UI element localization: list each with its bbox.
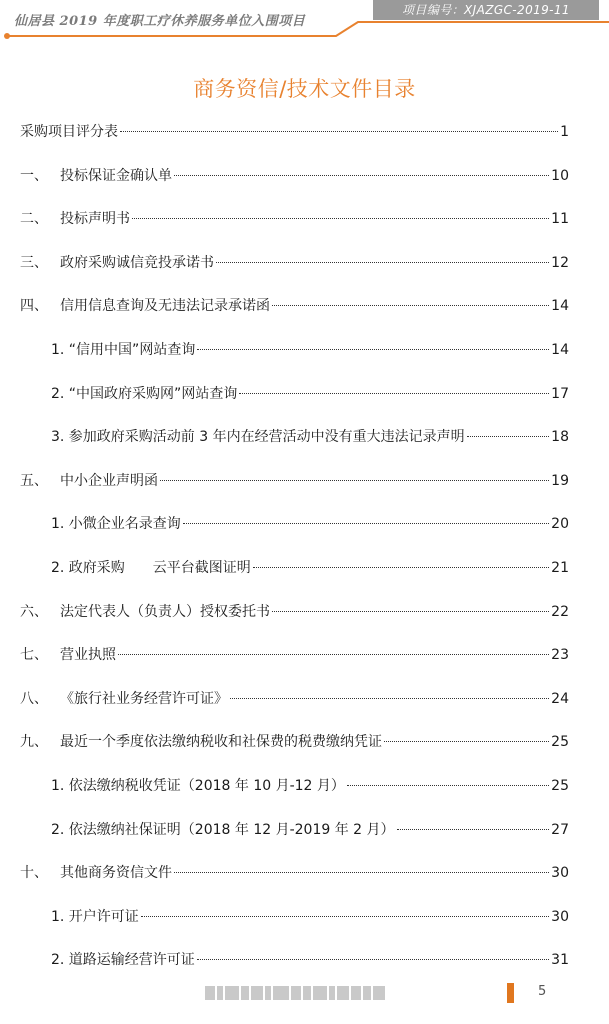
toc-dot-leader — [197, 349, 549, 350]
toc-entry-label: 最近一个季度依法缴纳税收和社保费的税费缴纳凭证 — [60, 734, 382, 751]
toc-entry-page: 27 — [551, 821, 569, 838]
toc-entry[interactable] — [51, 427, 569, 447]
toc-entry-page: 20 — [551, 516, 569, 533]
toc-entry-page: 11 — [551, 211, 569, 228]
toc-dot-leader — [174, 872, 549, 873]
page-number: 5 — [538, 984, 547, 999]
toc-entry-page: 10 — [551, 167, 569, 184]
toc-entry-page: 14 — [551, 342, 569, 358]
toc-entry[interactable] — [20, 253, 569, 273]
toc-entry-page: 21 — [551, 560, 569, 576]
toc-entry[interactable] — [51, 776, 569, 796]
toc-entry[interactable] — [51, 514, 569, 534]
toc-entry-label: 采购项目评分表 — [20, 124, 118, 140]
toc-dot-leader — [216, 262, 549, 263]
toc-entry-label: 2. 依法缴纳社保证明（2018 年 12 月-2019 年 2 月） — [51, 821, 395, 838]
toc-entry-page: 31 — [551, 952, 569, 969]
toc-dot-leader — [183, 523, 549, 524]
toc-entry[interactable] — [20, 645, 569, 665]
page-title: 商务资信/技术文件目录 — [193, 77, 416, 101]
toc-entry-page: 25 — [551, 734, 569, 751]
footer-accent-bar — [507, 983, 514, 1003]
toc-entry-label: 其他商务资信文件 — [60, 865, 172, 882]
toc-entry-page: 12 — [551, 254, 569, 271]
project-number-badge: 项目编号：XJAZGC-2019-11 — [373, 0, 599, 20]
toc-entry-label: 1. “信用中国”网站查询 — [51, 342, 196, 358]
toc-entry-page: 30 — [551, 865, 569, 882]
toc-entry-label: 2. 道路运输经营许可证 — [51, 952, 195, 969]
toc-entry-page: 30 — [551, 908, 569, 925]
toc-entry[interactable] — [51, 340, 569, 360]
toc-entry-number: 一、 — [20, 167, 48, 184]
footer-blurred-text — [205, 986, 395, 1000]
toc-entry[interactable] — [20, 602, 569, 622]
toc-entry-number: 八、 — [20, 690, 48, 707]
toc-entry-page: 1 — [560, 124, 569, 140]
toc-entry-label: 投标声明书 — [60, 211, 130, 228]
toc-entry[interactable] — [51, 907, 569, 927]
toc-dot-leader — [253, 567, 549, 568]
toc-dot-leader — [141, 916, 549, 917]
toc-entry-number: 二、 — [20, 211, 48, 228]
toc-entry[interactable] — [20, 471, 569, 491]
toc-entry[interactable] — [51, 950, 569, 970]
page-header — [0, 0, 609, 40]
toc-entry-page: 22 — [551, 603, 569, 620]
toc-entry-number: 三、 — [20, 254, 48, 271]
toc-entry-label: 法定代表人（负责人）授权委托书 — [60, 603, 270, 620]
toc-entry-page: 17 — [551, 385, 569, 402]
toc-entry-label: 营业执照 — [60, 647, 116, 664]
toc-entry-page: 23 — [551, 647, 569, 664]
toc-dot-leader — [120, 131, 558, 132]
toc-entry[interactable] — [20, 689, 569, 709]
toc-dot-leader — [467, 436, 550, 437]
toc-dot-leader — [384, 741, 549, 742]
toc-entry-label: 3. 参加政府采购活动前 3 年内在经营活动中没有重大违法记录声明 — [51, 429, 465, 446]
toc-entry[interactable] — [20, 122, 569, 142]
toc-entry-label: 《旅行社业务经营许可证》 — [60, 690, 228, 707]
toc-entry[interactable] — [20, 296, 569, 316]
toc-entry-number: 九、 — [20, 734, 48, 751]
toc-entry-page: 24 — [551, 690, 569, 707]
toc-entry-label: 信用信息查询及无违法记录承诺函 — [60, 298, 270, 315]
toc-entry-label: 1. 小微企业名录查询 — [51, 516, 181, 533]
toc-entry[interactable] — [51, 820, 569, 840]
toc-entry-number: 五、 — [20, 472, 48, 489]
toc-dot-leader — [160, 480, 549, 481]
toc-dot-leader — [239, 393, 549, 394]
toc-entry[interactable] — [20, 209, 569, 229]
toc-entry[interactable] — [51, 384, 569, 404]
toc-dot-leader — [397, 829, 550, 830]
toc-entry-label: 2. 政府采购 云平台截图证明 — [51, 560, 251, 576]
toc-entry-label: 1. 开户许可证 — [51, 908, 139, 925]
toc-dot-leader — [174, 175, 549, 176]
toc-entry-label: 中小企业声明函 — [60, 472, 158, 489]
toc-entry-number: 十、 — [20, 865, 48, 882]
toc-dot-leader — [347, 785, 549, 786]
toc-entry-label: 政府采购诚信竞投承诺书 — [60, 254, 214, 271]
toc-entry-label: 1. 依法缴纳税收凭证（2018 年 10 月-12 月） — [51, 778, 345, 794]
toc-entry-page: 19 — [551, 472, 569, 489]
toc-entry[interactable] — [20, 732, 569, 752]
toc-entry-page: 14 — [551, 298, 569, 315]
toc-entry-number: 七、 — [20, 647, 48, 664]
toc-entry-number: 六、 — [20, 603, 48, 620]
toc-dot-leader — [272, 611, 549, 612]
toc-entry-number: 四、 — [20, 298, 48, 315]
toc-dot-leader — [230, 698, 549, 699]
toc-entry[interactable] — [20, 863, 569, 883]
toc-dot-leader — [132, 218, 549, 219]
toc-entry[interactable] — [20, 166, 569, 186]
toc-entry-label: 2. “中国政府采购网”网站查询 — [51, 385, 238, 402]
toc-entry-page: 18 — [551, 429, 569, 446]
header-title: 仙居县 2019 年度职工疗休养服务单位入围项目 — [14, 14, 306, 29]
toc-dot-leader — [197, 959, 549, 960]
toc-dot-leader — [118, 654, 549, 655]
toc-entry-page: 25 — [551, 778, 569, 794]
toc-entry-label: 投标保证金确认单 — [60, 167, 172, 184]
toc-dot-leader — [272, 305, 549, 306]
toc-entry[interactable] — [51, 558, 569, 578]
